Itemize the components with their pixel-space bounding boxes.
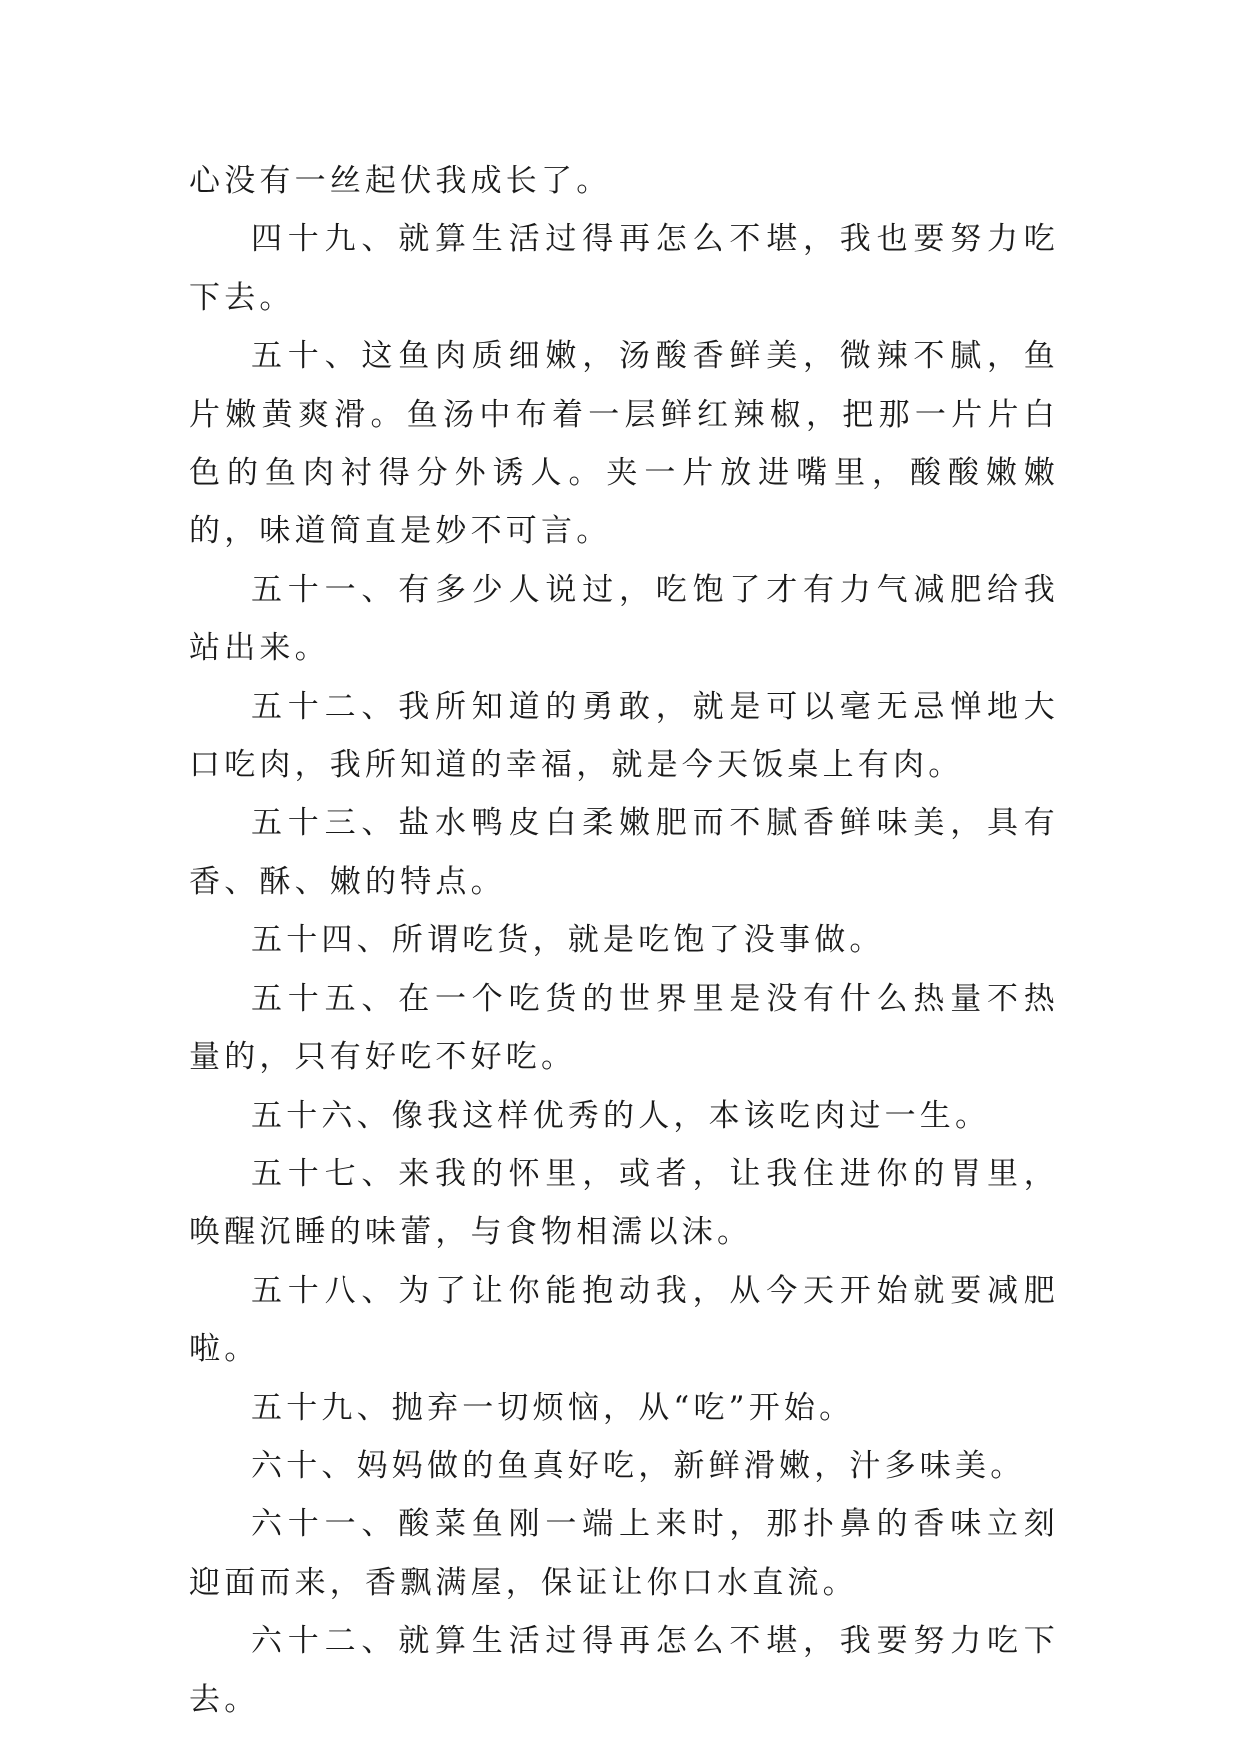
body-text	[189, 152, 1059, 1729]
paragraph: 五十、这鱼肉质细嫩，汤酸香鲜美，微辣不腻，鱼片嫩黄爽滑。鱼汤中布着一层鲜红辣椒，把那一片片白色的鱼肉衬得分外诱人。夹一片放进嘴里，酸酸嫩嫩的，味道简直是妙不可言。	[189, 338, 1059, 550]
paragraph: 五十一、有多少人说过，吃饱了才有力气减肥给我站出来。	[189, 571, 1059, 667]
paragraph: 心没有一丝起伏我成长了。	[189, 163, 612, 199]
paragraph: 五十八、为了让你能抱动我，从今天开始就要减肥啦。	[189, 1272, 1059, 1368]
paragraph: 五十九、抛弃一切烦恼，从“吃”开始。	[251, 1389, 855, 1426]
paragraph: 五十二、我所知道的勇敢，就是可以毫无忌惮地大口吃肉，我所知道的幸福，就是今天饭桌上有肉。	[189, 688, 1059, 784]
paragraph: 六十二、就算生活过得再怎么不堪，我要努力吃下去。	[189, 1623, 1059, 1718]
paragraph: 五十三、盐水鸭皮白柔嫩肥而不腻香鲜味美，具有香、酥、嫩的特点。	[189, 805, 1059, 900]
paragraph: 五十五、在一个吃货的世界里是没有什么热量不热量的，只有好吃不好吃。	[189, 980, 1059, 1076]
paragraph: 四十九、就算生活过得再怎么不堪，我也要努力吃下去。	[189, 221, 1059, 316]
paragraph: 六十一、酸菜鱼刚一端上来时，那扑鼻的香味立刻迎面而来，香飘满屋，保证让你口水直流。	[189, 1506, 1059, 1601]
paragraph: 五十四、所谓吃货，就是吃饱了没事做。	[251, 922, 885, 959]
paragraph: 五十六、像我这样优秀的人，本该吃肉过一生。	[251, 1097, 991, 1134]
paragraph: 六十、妈妈做的鱼真好吃，新鲜滑嫩，汁多味美。	[251, 1447, 1026, 1484]
paragraph: 五十七、来我的怀里，或者，让我住进你的胃里，唤醒沉睡的味蕾，与食物相濡以沫。	[189, 1155, 1059, 1251]
